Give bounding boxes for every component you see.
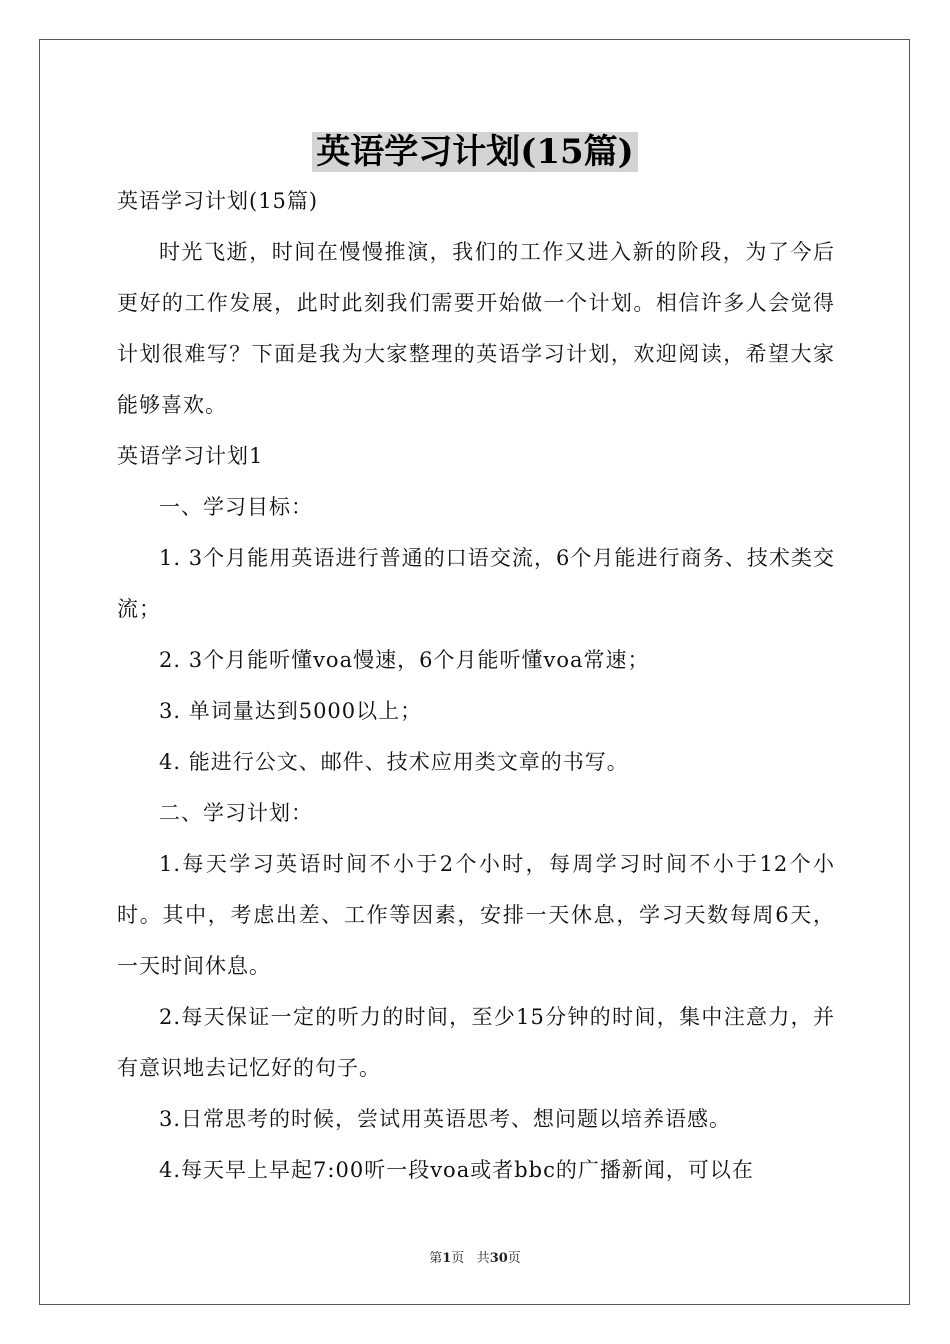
document-title-text: 英语学习计划(15篇) [312, 132, 638, 172]
paragraph: 2. 3个月能听懂voa慢速，6个月能听懂voa常速； [159, 648, 650, 672]
paragraph: 3. 单词量达到5000以上； [159, 699, 423, 723]
page-prefix: 第 [429, 1251, 443, 1266]
section-heading: 英语学习计划1 [117, 444, 264, 468]
page-footer [0, 1247, 950, 1266]
page-suffix: 页 [451, 1251, 465, 1266]
total-prefix: 共 [476, 1251, 490, 1266]
paragraph: 4.每天早上早起7:00听一段voa或者bbc的广播新闻，可以在 [159, 1158, 754, 1182]
paragraph: 一、学习目标： [159, 495, 313, 519]
paragraph: 2.每天保证一定的听力的时间，至少15分钟的时间，集中注意力，并有意识地去记忆好的句子。 [117, 1005, 835, 1080]
page-number: 1 [442, 1251, 452, 1266]
paragraph: 1.每天学习英语时间不小于2个小时，每周学习时间不小于12个小时。其中，考虑出差、工作等因素，安排一天休息，学习天数每周6天，一天时间休息。 [117, 852, 835, 978]
paragraph: 英语学习计划(15篇) [117, 189, 319, 213]
paragraph: 3.日常思考的时候，尝试用英语思考、想问题以培养语感。 [159, 1107, 732, 1131]
paragraph: 二、学习计划： [159, 801, 313, 825]
document-body [117, 176, 835, 1196]
document-title [0, 124, 950, 173]
paragraph: 1. 3个月能用英语进行普通的口语交流，6个月能进行商务、技术类交流； [117, 546, 835, 621]
total-suffix: 页 [507, 1251, 521, 1266]
paragraph: 4. 能进行公文、邮件、技术应用类文章的书写。 [159, 750, 629, 774]
total-pages: 30 [489, 1251, 508, 1266]
paragraph: 时光飞逝，时间在慢慢推演，我们的工作又进入新的阶段，为了今后更好的工作发展，此时此刻我们需要开始做一个计划。相信许多人会觉得计划很难写？下面是我为大家整理的英语学习计划，欢迎阅读，希望大家能够喜欢。 [117, 240, 835, 417]
